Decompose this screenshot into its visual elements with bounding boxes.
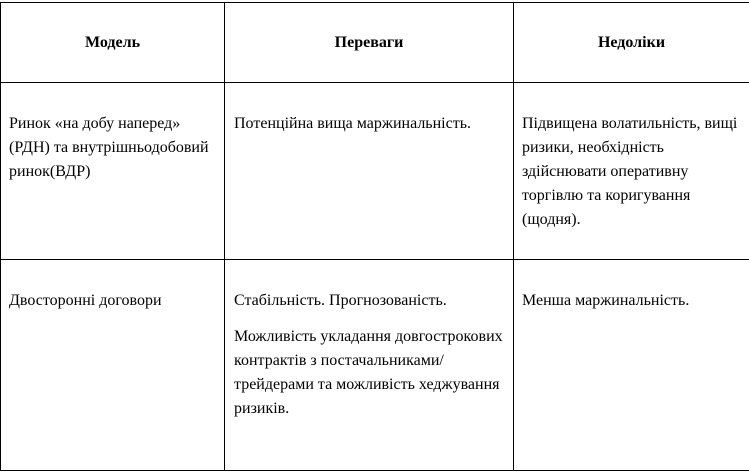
header-advantages: Переваги [225, 3, 514, 83]
model-text: Ринок «на добу наперед» (РДН) та внутрішньодобовий ринок(ВДР) [9, 115, 209, 180]
cell-advantages [225, 83, 514, 260]
comparison-table [0, 2, 749, 471]
cell-advantages [225, 260, 514, 471]
cell-model [1, 260, 225, 471]
cell-model [1, 83, 225, 260]
header-model: Модель [1, 3, 225, 83]
disadvantage-text: Підвищена волатильність, вищі ризики, необхідність здійснювати оперативну торгівлю та коригування (щодня). [522, 115, 738, 228]
advantage-text: Потенційна вища маржинальність. [234, 115, 471, 132]
header-disadvantages: Недоліки [514, 3, 749, 83]
table-row [1, 260, 749, 471]
model-text: Двосторонні договори [9, 292, 162, 309]
header-row [1, 3, 749, 83]
cell-disadvantages [514, 83, 749, 260]
advantage-text: Можливість укладання довгострокових контрактів з постачальниками/трейдерами та можливість хеджування ризиків. [234, 328, 503, 417]
cell-disadvantages [514, 260, 749, 471]
table-row [1, 83, 749, 260]
advantage-text: Стабільність. Прогнозованість. [234, 292, 447, 309]
disadvantage-text: Менша маржинальність. [522, 292, 690, 309]
